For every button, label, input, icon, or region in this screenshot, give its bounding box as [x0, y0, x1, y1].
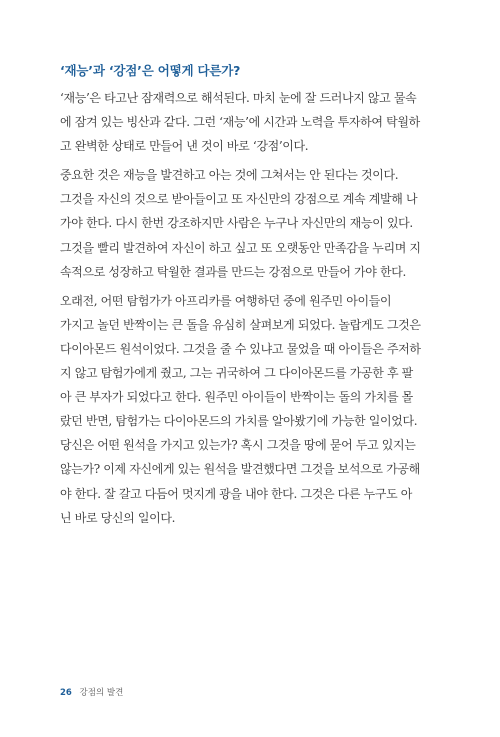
running-title: 강점의 발견	[79, 688, 124, 698]
text-line: ‘재능’은 타고난 잠재력으로 해석된다. 마치 눈에 잘 드러나지 않고 물속	[60, 91, 417, 105]
text-line: 속적으로 성장하고 탁월한 결과를 만드는 강점으로 만들어 가야 한다.	[60, 264, 406, 279]
text-line: 그것을 자신의 것으로 받아들이고 또 자신만의 강점으로 계속 계발해 나	[60, 192, 418, 207]
page-footer	[60, 686, 123, 698]
text-line: 오래전, 어떤 탐험가가 아프리카를 여행하던 중에 원주민 아이들이	[60, 293, 392, 308]
text-line: 지 않고 탐험가에게 줬고, 그는 귀국하여 그 다이아몬드를 가공한 후 팔	[60, 366, 413, 381]
text-line: 않는가? 이제 자신에게 있는 원석을 발견했다면 그것을 보석으로 가공해	[60, 462, 420, 477]
paragraph	[60, 289, 443, 530]
paragraph	[60, 86, 443, 158]
page-number: 26	[60, 688, 72, 698]
paragraph	[60, 163, 443, 283]
text-line: 가야 한다. 다시 한번 강조하지만 사람은 누구나 자신만의 재능이 있다.	[60, 216, 413, 231]
text-line: 가지고 놀던 반짝이는 큰 돌을 유심히 살펴보게 되었다. 놀랍게도 그것은	[60, 317, 421, 332]
text-line: 아 큰 부자가 되었다고 한다. 원주민 아이들이 반짝이는 돌의 가치를 몰	[60, 390, 413, 405]
text-line: 야 한다. 잘 갈고 다듬어 멋지게 광을 내야 한다. 그것은 다른 누구도 아	[60, 486, 413, 501]
text-line: 에 잠겨 있는 빙산과 같다. 그런 ‘재능’에 시간과 노력을 투자하여 탁월하	[60, 115, 420, 130]
text-line: 다이아몬드 원석이었다. 그것을 줄 수 있냐고 물었을 때 아이들은 주저하	[60, 341, 421, 356]
body-text	[60, 86, 443, 530]
text-line: 닌 바로 당신의 일이다.	[60, 510, 176, 525]
section-heading: ‘재능’과 ‘강점’은 어떻게 다른가?	[60, 63, 241, 78]
text-line: 고 완벽한 상태로 만들어 낸 것이 바로 ‘강점’이다.	[60, 139, 309, 154]
text-line: 중요한 것은 재능을 발견하고 아는 것에 그쳐서는 안 된다는 것이다.	[60, 168, 399, 183]
text-line: 랐던 반면, 탐험가는 다이아몬드의 가치를 알아봤기에 가능한 일이었다.	[60, 414, 418, 429]
text-line: 당신은 어떤 원석을 가지고 있는가? 혹시 그것을 땅에 묻어 두고 있지는	[60, 438, 416, 453]
text-line: 그것을 빨리 발견하여 자신이 하고 싶고 또 오랫동안 만족감을 누리며 지	[60, 240, 421, 255]
